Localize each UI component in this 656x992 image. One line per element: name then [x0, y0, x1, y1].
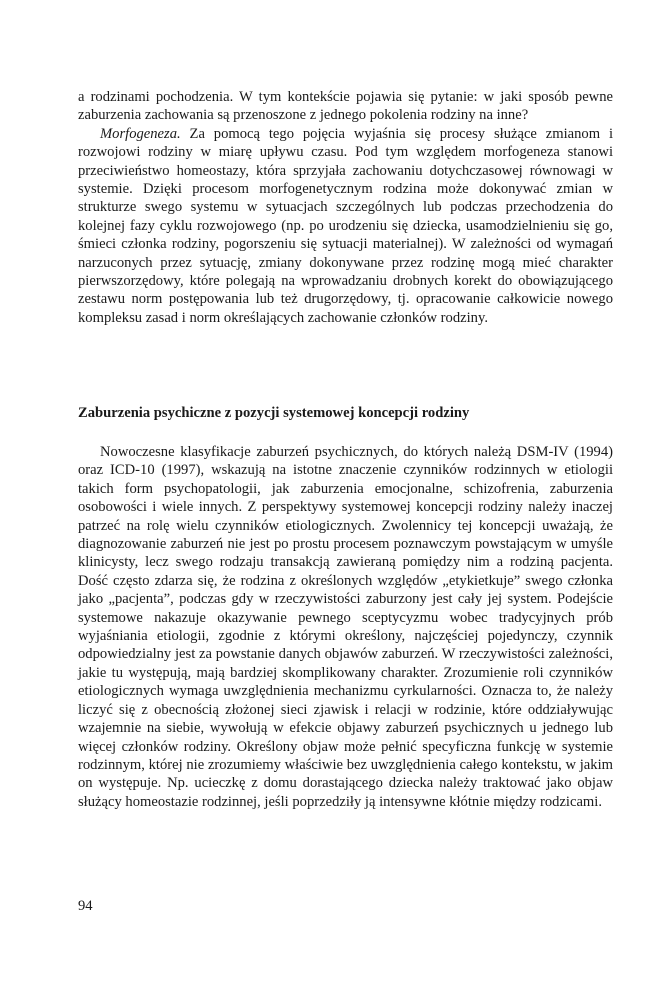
body-text-top	[78, 88, 613, 327]
paragraph-section: Nowoczesne klasyfikacje zaburzeń psychicznych, do których należą DSM-IV (1994) oraz ICD-10 (1997), wskazują na istotne znaczenie czynników rodzinnych w etiologii takich form psychopatologii, jak zaburzenia emocjonalne, schizofrenia, zaburzenia osobowości i wiele innych. Z perspektywy systemowej koncepcji rodziny należy inaczej patrzeć na rolę wielu czynników etiologicznych. Zwolennicy tej koncepcji uważają, że diagnozowanie zaburzeń nie jest po prostu procesem poznawczym powstającym w umyśle klinicysty, lecz swego rodzaju transakcją zawieraną pomiędzy nim a rodziną pacjenta. Dość często zdarza się, że rodzina z określonych względów „etykietkuje” swego członka jako „pacjenta”, podczas gdy w rzeczywistości zaburzony jest cały jej system. Podejście systemowe nakazuje okazywanie pewnego sceptycyzmu wobec tradycyjnych prób wyjaśniania etiologii, zgodnie z którymi określony, najczęściej pojedynczy, czynnik odpowiedzialny jest za powstanie danych objawów zaburzeń. W rzeczywistości zależności, jakie tu występują, mają bardziej skomplikowany charakter. Zrozumienie roli czynników etiologicznych wymaga uwzględnienia mechanizmu cyrkularności. Oznacza to, że należy liczyć się z obecnością złożonej sieci zjawisk i relacji w rodzinie, które oddziaływując wzajemnie na siebie, wywołują w efekcie objawy zaburzeń psychicznych u jednego lub więcej członków rodziny. Określony objaw może pełnić specyficzna funkcję w systemie rodzinnym, której nie zrozumiemy właściwie bez uwzględnienia całego kontekstu, w jakim on występuje. Np. ucieczkę z domu dorastającego dziecka należy traktować jako objaw służący homeostazie rodzinnej, jeśli poprzedziły ją intensywne kłótnie między rodzicami.	[78, 444, 613, 810]
section-heading: Zaburzenia psychiczne z pozycji systemowej koncepcji rodziny	[78, 405, 470, 421]
morfogeneza-body: Za pomocą tego pojęcia wyjaśnia się procesy służące zmianom i rozwojowi rodziny w miarę upływu czasu. Pod tym względem morfogeneza stanowi przeciwieństwo homeostazy, która sprzyjała zachowaniu dotychczasowej równowagi w systemie. Dzięki procesom morfogenetycznym rodzina może dokonywać zmian w strukturze swego systemu w sytuacjach szczególnych lub podczas przechodzenia do kolejnej fazy cyklu rozwojowego (np. po urodzeniu się dziecka, usamodzielnieniu się go, śmieci członka rodziny, pogorszeniu się sytuacji materialnej). W zależności od wymagań narzuconych przez sytuację, zmiany dokonywane przez rodzinę mogą mieć charakter pierwszorzędowy, które polegają na wprowadzaniu drobnych korekt do obowiązującego zestawu norm postępowania lub też drugorzędowy, tj. opracowanie całkowicie nowego kompleksu zasad i norm określających zachowanie członków rodziny.	[78, 125, 613, 326]
paragraph-morfogeneza	[78, 125, 613, 327]
page-number: 94	[78, 898, 93, 914]
paragraph-continuation: a rodzinami pochodzenia. W tym kontekście pojawia się pytanie: w jaki sposób pewne zaburzenia zachowania są przenoszone z jednego pokolenia rodziny na inne?	[78, 89, 613, 124]
body-text-bottom	[78, 443, 613, 811]
term-morfogeneza: Morfogeneza.	[100, 125, 181, 142]
